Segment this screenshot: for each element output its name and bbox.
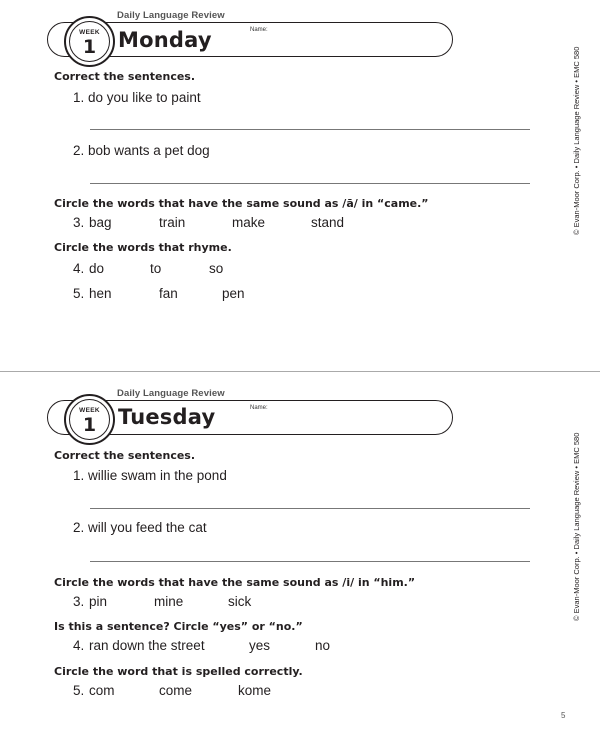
word-choice[interactable]: come <box>159 683 193 698</box>
name-label: Name: <box>250 27 268 33</box>
instruction-correct: Correct the sentences. <box>54 449 196 462</box>
word-choice[interactable]: stand <box>311 215 345 230</box>
item-1: 1. do you like to paint <box>73 90 201 105</box>
word-choice[interactable]: bag <box>89 215 112 230</box>
word-choice[interactable]: fan <box>159 286 178 301</box>
item-3-number: 3. <box>73 215 85 230</box>
yes-option[interactable]: yes <box>249 638 271 653</box>
item-1: 1. willie swam in the pond <box>73 468 227 483</box>
word-choice[interactable]: kome <box>238 683 272 698</box>
item-5-number: 5. <box>73 683 85 698</box>
item-5-number: 5. <box>73 286 85 301</box>
week-badge <box>64 16 115 67</box>
answer-line <box>90 561 530 562</box>
week-label: WEEK <box>79 407 100 414</box>
cut-divider <box>0 371 600 372</box>
item-4-number: 4. <box>73 261 85 276</box>
series-title: Daily Language Review <box>117 10 225 21</box>
item-2: 2. bob wants a pet dog <box>73 143 210 158</box>
instruction-rhyme: Circle the words that rhyme. <box>54 241 232 254</box>
week-badge <box>64 394 115 445</box>
name-label: Name: <box>250 405 268 411</box>
instruction-correct: Correct the sentences. <box>54 70 196 83</box>
word-choice[interactable]: so <box>209 261 224 276</box>
sentence-text: ran down the street <box>89 638 205 653</box>
series-title: Daily Language Review <box>117 388 225 399</box>
word-choice[interactable]: com <box>89 683 115 698</box>
instruction-sentence: Is this a sentence? Circle “yes” or “no.” <box>54 620 303 633</box>
no-option[interactable]: no <box>315 638 331 653</box>
instruction-spelling: Circle the word that is spelled correctly. <box>54 665 303 678</box>
item-4-number: 4. <box>73 638 85 653</box>
word-choice[interactable]: do <box>89 261 105 276</box>
day-title: Monday <box>118 28 212 52</box>
answer-line <box>90 129 530 130</box>
week-number: 1 <box>82 36 97 58</box>
tuesday-worksheet: Daily Language Review WEEK 1 Tuesday Name: Correct the sentences. 1. willie swam in the pond 2. will you feed the cat Circle the words that have the same sound as /i/ in “him.” 3. pin mine sick Is this a sentence? Circle “yes” or “no.” 4. ran down the street yes no Circle the word that is spelled correctly. 5. com come kome © Evan-Moor Corp. • Daily Language Review • EMC 580 <box>0 378 600 733</box>
week-label: WEEK <box>79 29 100 36</box>
answer-line <box>90 508 530 509</box>
word-choice[interactable]: sick <box>228 594 252 609</box>
answer-line <box>90 183 530 184</box>
week-number: 1 <box>82 414 97 436</box>
instruction-sound: Circle the words that have the same sound as /ā/ in “came.” <box>54 197 429 210</box>
word-choice[interactable]: hen <box>89 286 112 301</box>
word-choice[interactable]: mine <box>154 594 184 609</box>
word-choice[interactable]: to <box>150 261 162 276</box>
item-2: 2. will you feed the cat <box>73 520 207 535</box>
word-choice[interactable]: make <box>232 215 266 230</box>
word-choice[interactable]: pen <box>222 286 245 301</box>
monday-worksheet: Daily Language Review WEEK 1 Monday Name: Correct the sentences. 1. do you like to paint 2. bob wants a pet dog Circle the words that have the same sound as /ā/ in “came.” 3. bag train make stand Circle the words that rhyme. 4. do to so 5. hen fan pen © Evan-Moor Corp. • Daily Language Review • EMC 580 <box>0 0 600 366</box>
page-number: 5 <box>561 711 566 720</box>
word-choice[interactable]: pin <box>89 594 108 609</box>
instruction-sound: Circle the words that have the same sound as /i/ in “him.” <box>54 576 416 589</box>
item-3-number: 3. <box>73 594 85 609</box>
word-choice[interactable]: train <box>159 215 186 230</box>
day-title: Tuesday <box>118 405 216 429</box>
